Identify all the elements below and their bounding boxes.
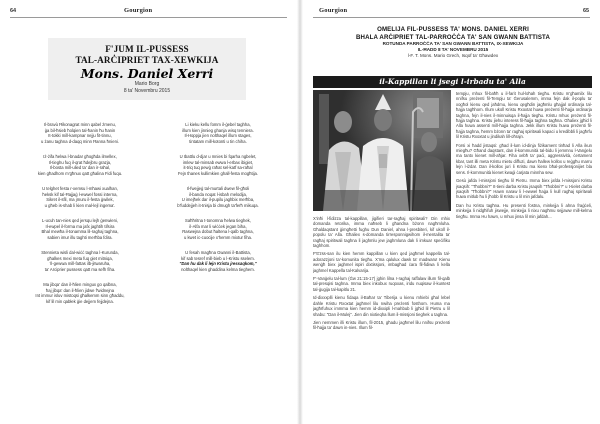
poem-line: Stennieta wisli dal-wiċċ taghna l-Kurunda, [41, 250, 119, 255]
poem-line: Il-tieghu fuq il-qrat ħdejbru grazja, [48, 159, 112, 165]
title-line-2: TAL-ARĊIPRIET TAX-XEWKIJA [75, 55, 219, 65]
poem-stanza [158, 154, 278, 176]
poem-line: U telghet festa r-xemsu l-mħawi xualhan, [42, 186, 118, 191]
poem-line: kien għadhom m'għnux qatt għalina Fidi fuqu. [37, 170, 123, 176]
masthead-logo: Gourgion [319, 7, 348, 14]
poem-line: il-Alfa mar li wiċċek jegan biha, [189, 223, 247, 229]
poem-line: Fejn thanes kullimkien ghall-festa mogħtija. [177, 170, 259, 176]
article-date: 8 ta' Novembru 2015 [123, 87, 171, 94]
byline: l-F. T. Mons. Mario Grech, Isqof ta' Għawdex [407, 52, 499, 58]
poem-line: U fesah magħna Gwanni il-Battista, [185, 250, 251, 255]
section-banner: il-Kappillan li jsegi l-irbadu ta' Alla [313, 76, 592, 88]
poem-line: għalkes mexi meta fuq giet mitniqa, [47, 255, 113, 261]
poem-line: u kwet ic-cuocije x'hemm mixtur fiha. [183, 234, 253, 240]
poem-line: kif sab tesref mill-bieb u l-Kristu sselem. [181, 255, 255, 261]
poem-line: Il-Hoppja jien nolthaqel illum stages, [184, 133, 252, 138]
poem-line: It-tokki mill-kampnar nejju fit-tinnu, [48, 133, 112, 138]
poem-line: Il-fwejjeġ tal-murtali dwew fil-għoli [186, 186, 250, 191]
poem-column-left [20, 122, 140, 314]
poem-line: il-banda noqat l-isbah melodija, [189, 191, 247, 197]
header-rule [10, 17, 287, 18]
poem-stanza [158, 250, 278, 272]
title-line-1: F'JUM IL-PUSSESS [105, 44, 189, 54]
poem-line: Int immur isluv mistoqsi għalkemm sinn għaddu, [35, 293, 125, 298]
article-paragraph: Jien nemmen illi Kristu illum, fil-2015, għadu jagħmel lilu nnifsu preżenti fil-ħajja ta' dawn in-nies. Illum fil- [313, 319, 450, 331]
article-column-right [456, 91, 592, 421]
right-page [303, 0, 600, 424]
poem-line: Bhal mewħa il-tonamma lil-raghaj taghna, [41, 229, 119, 234]
poem-stanza [158, 186, 278, 208]
poem-line: ħeksk kif tal-Ħajjaġ l-ewwel fossi interna, [42, 191, 118, 197]
poem-line: U imejħek dar il-pupilu jaghbix merħba, [181, 197, 255, 202]
article-paragraph: F'-Vanġelu tal-lum (Ġw 21:15-17) jghin lilna r-raghaj raffalaw illum fil-qalb tal-presqisi taghna. Imma biex inkobux ruqoxas, iridu nuqisaw il-kuntest tal-ġugija tal-kapitlu 21. [313, 276, 450, 292]
poem-line: Il-bosta mill-ulied ta' dan ir-raħal, [49, 165, 111, 170]
poem-line: U Ibattlu d-djar u mnies bi fqarha ngbelet, [179, 154, 257, 159]
poem-stanza [20, 122, 140, 144]
masthead-logo: Gourgion [124, 7, 153, 14]
article-paragraph: F'tt'zss-san ilu kien hemm kappillan u kien qed jagħmel kappella tal-adorazzjoni ta'-komunita tiegħu. X'ma qalulux dawk ta' madwaru! Kienu wenġħ biex jaghmel ispiri dixtissjoni, imbagħad ċara fil-fidiwa li kella jaghmel Kappella tal-Kalvarija. [313, 251, 450, 273]
poem-column-right [158, 122, 278, 282]
poem-line: 'il-gewwa mill-fattas ilb-jitwaruha, [49, 261, 111, 266]
ceremony-photo-illustration [313, 90, 451, 211]
title-name-script: Mons. Daniel Xerri [80, 66, 214, 81]
poem-line: ġa bil-ħsieb ħolqien tal-ħanin ħu ħanin [44, 127, 116, 133]
ceremony-photo [313, 90, 451, 211]
poem-line: u għeb is-shab li kien mal-lejl ingema'. [44, 202, 116, 208]
poem-line: Il-bravù Ħikonagrat minn qabel żmenu, [44, 122, 116, 127]
poem-line: Saħħritna t-tonomna ħelwa tieghek, [185, 218, 251, 223]
article-author: Mario Borg [134, 81, 160, 87]
poem-line: kif lil min qabłek ġie dejjem fejjdejna. [46, 298, 114, 304]
poem-stanza [20, 282, 140, 304]
subhead-line-1: ROTUNDA PARROĊĊA TA' SAN GWANN BATTISTA, IX-XEWKIJA [382, 41, 524, 47]
poem-line: Ma jibqa' dan il-ħlien mingux go qalbna, [43, 282, 117, 287]
page-number: 65 [583, 8, 590, 14]
poem-stanza [158, 218, 278, 240]
poem-line: tintatam mill-kotonti u tin chiha. [189, 138, 247, 144]
poem-stanza [20, 154, 140, 176]
poem-line: u żanu taghna d-daqq minn Ħanna ħnieni. [41, 138, 119, 144]
article-paragraph: Gesù jafda l-missjoni tiegħu lil Pietru. Imma biex jafda l-missjoni Kristu jsaqsih: "Tħobbni?" It-tieni darba Kristu jsaqsih "Tħobbni?" u t-tielet darba jsaqsih "Tħobbni?" Hawn naraw li l-ewwel ħaġa li kull ragħaj spiritwali huwa mitlub ħu li jħobb lil Kristu u lil min jafdalu. [456, 178, 592, 200]
page-number: 64 [10, 8, 17, 14]
subhead-line-2: IL-ĦADD 8 TA' NOVEMBRU 2015 [417, 46, 489, 52]
poem-line: illum kien jinnieg ghanja wisq tenniera. [182, 127, 254, 133]
poem-line: Iż-żifa ħelwa l-bnadar għogħda ilmellex, [43, 154, 117, 159]
article-column-left [313, 216, 450, 420]
poem-stanza [20, 218, 140, 240]
article-paragraph: Dan hu Kristu tagħna. Hu presenti fostna, minkejja li ahna fraġċeli, minkejja li nidgħifuh jiswejje, minkejja li nixu nagħmu sejjaww mill-kelma tiegħu. Imma Hu hawn, u mhux jinsa lil min jafdah... [456, 202, 592, 219]
poem-line: Sikret il-sfil, ma jmuru il-festa ġwilek, [46, 197, 114, 202]
article-paragraph: Forsi xi ħadd jistaqsi: għad il-lum id-dinja fiżikament tinħad li Alla ikun miegħu? Għand daqstant, dan il-kommunità tal-bidu li jemmnu l-Vanġelu ma tantx kienet mill-aħjar. Fiha xebħ ta' paċi, aggressività, ċertament kbar, tant illi meta Kristu mietu diffuzi, dawn ħallew kollox u reġgħu marru lejn l-iżdar. Dan il-kollox juri li Kristu ma kienx bħal-professjonijiet bla sens. Il-kommunità kienet kwaġi ċarjata minnha sew. [456, 142, 592, 175]
poem-line: b'fuddejjeh it-tnisja bi dmugh ta'ferħ mikuqa. [177, 202, 259, 208]
poem-line: sabien imur illu taghti merħba fdira. [47, 234, 113, 240]
poem-line: ħaj jibqa' dan il-ħlien jidwe f'widnejna [45, 287, 115, 293]
headline-line-2: BHALA ARĊIPRIET TAL-PARROĊĊA TA' SAN GWANN BATTISTA [355, 33, 551, 41]
left-page [0, 0, 297, 424]
article-paragraph: X'inħi l-fidizza tal-kappillan, jigifieri tar-ragħaj spiritwali? Din mhix domanda retorika, imma naħseb li għandna bżonn nagħmluha. Għaldaqstant ġimgħetti fughu Dun Daniel, ahna l-presbiteri, kif ukoll il-popolu ta' Alla. Għaliex s-domanda tirresponnigwihom il-mentalita ta' ragħaj spiritwali taghna li jaghmlu jew jaghmluna dak li imkuar speċifiku taghhom. [313, 216, 450, 249]
poem-stanza [20, 250, 140, 272]
article-title-box [48, 38, 246, 100]
poem-line: Il-ewpel il-forma ma jafx jaghtih tifsira [45, 223, 115, 229]
poem-line: nolthaqel kien ghaddina kelma tieghem. [181, 266, 255, 272]
poem-line: ta' Arciprier pussess qatt ma sefh fiha. [44, 266, 116, 272]
poem-line: L-ucuh tan-nies qed jersqu lejh ġenwieni, [41, 218, 119, 223]
poem-line: "Dan hu dak li lejn Kristu jressaqkom," [179, 261, 257, 266]
poem-line: Li kieku kellu fomm il-ġebel taghha, [185, 122, 251, 127]
headline-line-1: OMELIJA FIL-PUSSESS TA' MONS. DANIEL XERRI [377, 26, 529, 33]
poem-line: Raswejna dobut ħaltena l-qalb taghna, [182, 229, 254, 234]
article-paragraph: tempju, mhux fil-baħħ u il-farit hul-loħah tiegħu. Kristu m'għamilx lilu nnifsu preżenti fil-Tempju ta' Ġerusalemm, imma fejn dak il-poplu ta' xogħol kienu qed jaħdmu, kienu qegħdin jagħmlu għajjal ordinarja tal-ħajja tagħhom. Illum ukoll Kristu Rxoxtat huwa preżenti fil-ħajja ordinarja taghna, fejn il-nies il-minnuisqa il-ħajja tiegħu. Kristu mhux preżenti fil-ħajja taghna. Kristu jiehu interess fil-ħajja taghna tagħna. Għaliex jgħid li Alla huwa assenti mill-ħajja taghna. Jekk illum Kristu huwa preżenti fil-ħajja taghna, ħemm bżonn ta' ragħaj spiritwali kapaci u kredibbli li jagħrfu lil Kristu Rxoxtat u jindikah lill-oħrajn. [456, 91, 592, 140]
poem-line: it-triq tuq pewġ raħat sel-katf sa-raħal [183, 165, 253, 170]
poem-line: imlew tal-minsab ewwa l-erbax ibigiet, [182, 159, 254, 165]
article-header [313, 26, 593, 59]
header-rule [313, 17, 590, 18]
poem-stanza [20, 186, 140, 208]
article-paragraph: Id-dixxxplli kienu fidaqa il-Baħar ta' Tiberija u kienu mhiebi għal lebel dahle Kristu Rxoxtat jagħmel lilu nwiha preżenti fosthom. Huma ma jagħrfuhux immma kien hemm id-dixxipli l-mahbub li jgħid lil Pietru u lil shabu: "Dan il-Mulej". Jien din nixtieqha llum il-missjoni tieghek u taghna. [313, 295, 450, 317]
poem-stanza [158, 122, 278, 144]
